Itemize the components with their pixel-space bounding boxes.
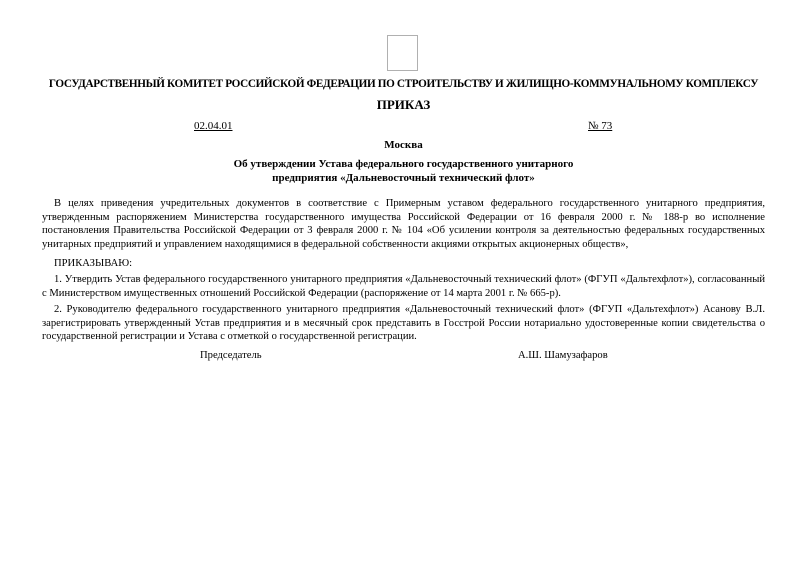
issuing-authority: ГОСУДАРСТВЕННЫЙ КОМИТЕТ РОССИЙСКОЙ ФЕДЕРАЦИИ ПО СТРОИТЕЛЬСТВУ И ЖИЛИЩНО-КОММУНАЛЬНОМУ КОМПЛЕКСУ (48, 78, 759, 90)
order-subject (0, 157, 807, 185)
decree-keyword: ПРИКАЗЫВАЮ: (54, 258, 133, 269)
order-number: № 73 (588, 120, 613, 132)
place-of-issue: Москва (384, 139, 423, 151)
coat-of-arms-emblem (387, 35, 418, 71)
order-subject-line-2: предприятия «Дальневосточный технический флот» (272, 172, 535, 184)
document-type-title: ПРИКАЗ (376, 97, 431, 112)
signatory-title: Председатель (200, 350, 262, 361)
decree-item-1: 1. Утвердить Устав федерального государственного унитарного предприятия «Дальневосточный технический флот» (ФГУП «Дальтехфлот»), согласованный с Министерством имущественных отношений Российской Федерации (распоряжение от 14 марта 2001 г. № 665-р). (42, 274, 765, 299)
signatory-name: А.Ш. Шамузафаров (518, 350, 608, 361)
preamble-paragraph: В целях приведения учредительных документов в соответствие с Примерным уставом федерального государственного унитарного предприятия, утвержденным распоряжением Министерства государственного имущества Российской Федерации от 16 февраля 2000 г. № 188-р во исполнение постановления Правительства Российской Федерации от 3 февраля 2000 г. № 104 «Об усилении контроля за деятельностью федеральных государственных унитарных предприятий и управлением находящимися в федеральной собственности акциями открытых акционерных обществ», (42, 198, 765, 250)
order-subject-line-1: Об утверждении Устава федерального государственного унитарного (233, 158, 574, 170)
order-date: 02.04.01 (194, 120, 233, 132)
decree-item-2: 2. Руководителю федерального государственного унитарного предприятия «Дальневосточный технический флот» (ФГУП «Дальтехфлот») Асанову В.Л. зарегистрировать утвержденный Устав предприятия и в месячный срок представить в Госстрой России нотариально удостоверенные копии свидетельства о государственной регистрации и Устава с отметкой о государственной регистрации. (42, 304, 765, 343)
